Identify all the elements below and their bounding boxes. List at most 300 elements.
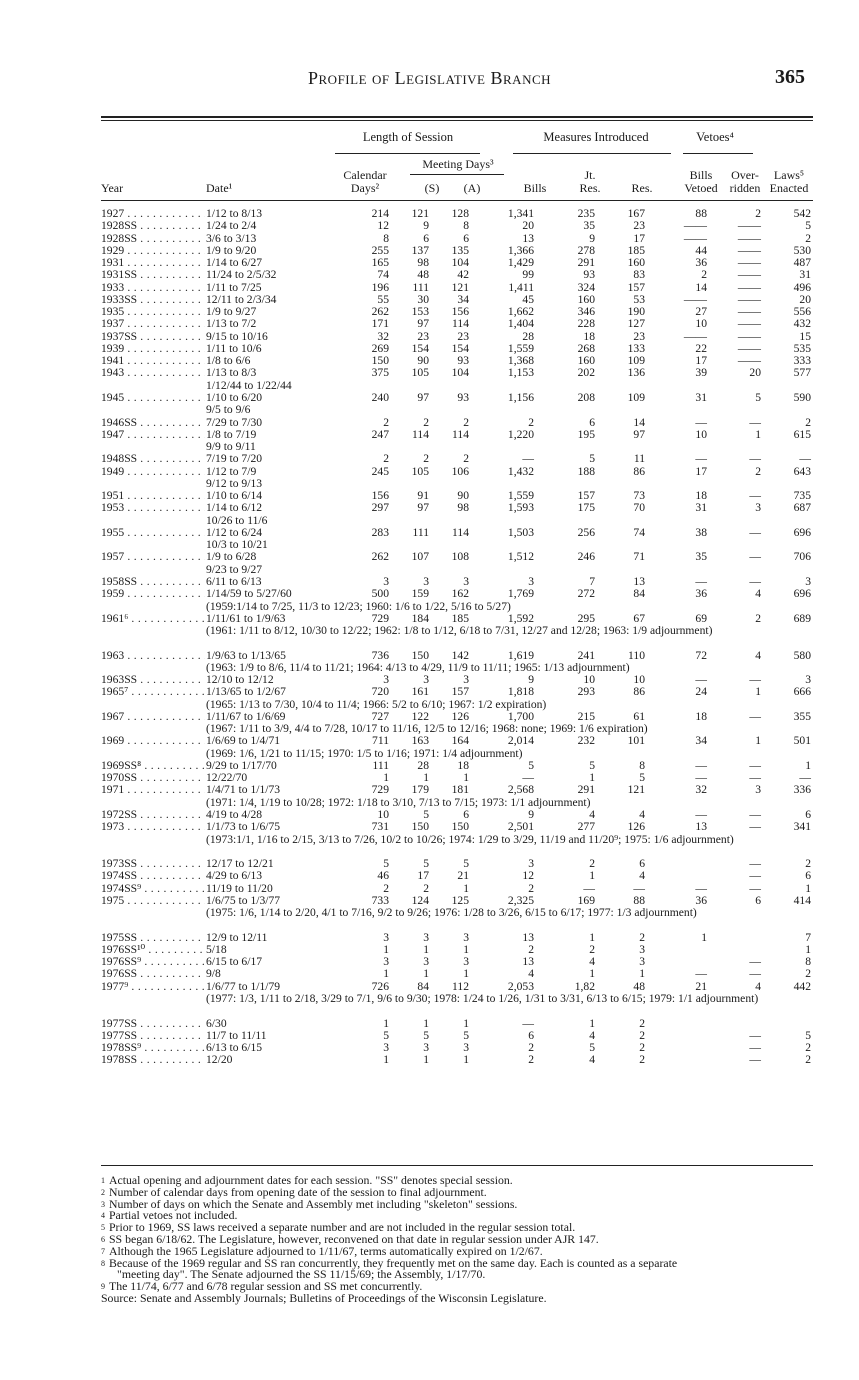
veto-cell: 18 bbox=[695, 489, 707, 503]
jt-cell: 1 bbox=[589, 930, 595, 944]
underline-measures bbox=[513, 153, 671, 154]
table-row bbox=[101, 233, 813, 245]
res-cell: 70 bbox=[633, 501, 645, 515]
a-cell: 156 bbox=[451, 305, 469, 319]
cal-cell: 729 bbox=[371, 783, 389, 797]
over-cell: 2 bbox=[755, 464, 761, 478]
year-cell: 1929 . . . bbox=[101, 245, 205, 257]
s-cell: 154 bbox=[411, 341, 429, 355]
bills-cell: 28 bbox=[522, 329, 534, 343]
laws-cell: 8 bbox=[805, 955, 811, 969]
bills-cell: 6 bbox=[528, 1028, 534, 1042]
jt-cell: 175 bbox=[577, 501, 595, 515]
date-cell: 1/8 to 7/19 bbox=[206, 427, 257, 441]
over-cell: — bbox=[749, 574, 761, 588]
a-cell: 1 bbox=[463, 967, 469, 981]
jt-cell: 2 bbox=[589, 857, 595, 871]
laws-cell: 6 bbox=[805, 808, 811, 822]
res-cell: 88 bbox=[633, 893, 645, 907]
table-row bbox=[101, 784, 813, 796]
bills-cell: 20 bbox=[522, 219, 534, 233]
s-cell: 3 bbox=[423, 955, 429, 969]
year-cell: 1951 . . . bbox=[101, 490, 205, 502]
year-cell: 1965⁷ . . . bbox=[101, 686, 205, 698]
veto-cell: — bbox=[695, 758, 707, 772]
s-cell: 153 bbox=[411, 305, 429, 319]
over-cell: — bbox=[749, 1028, 761, 1042]
bills-cell: 2 bbox=[528, 1053, 534, 1067]
s-cell: 161 bbox=[411, 685, 429, 699]
footnote-marker: 4 bbox=[101, 1211, 105, 1221]
bills-cell: — bbox=[522, 452, 534, 466]
date-cell: 1/11/61 to 1/9/63 bbox=[206, 611, 286, 625]
cal-cell: 262 bbox=[371, 550, 389, 564]
res-cell: 2 bbox=[639, 1053, 645, 1067]
bills-cell: 2,014 bbox=[507, 734, 534, 748]
date-cell: 1/9 to 9/27 bbox=[206, 305, 257, 319]
date-cell: 6/11 to 6/13 bbox=[206, 574, 262, 588]
group-length-of-session: Length of Session bbox=[362, 130, 454, 144]
jt-cell: 4 bbox=[589, 955, 595, 969]
bills-cell: 1,662 bbox=[507, 305, 534, 319]
laws-cell: 615 bbox=[793, 427, 811, 441]
table-row bbox=[101, 551, 813, 563]
res-cell: 3 bbox=[639, 955, 645, 969]
res-cell: 121 bbox=[627, 783, 645, 797]
s-cell: 105 bbox=[411, 366, 429, 380]
laws-cell: 530 bbox=[793, 243, 811, 257]
year-cell: 1972SS . . . bbox=[101, 809, 205, 821]
jt-cell: 241 bbox=[577, 648, 595, 662]
group-measures-introduced: Measures Introduced bbox=[543, 130, 649, 144]
s-cell: 97 bbox=[417, 501, 429, 515]
a-cell: 125 bbox=[451, 893, 469, 907]
veto-cell: 72 bbox=[695, 648, 707, 662]
table-row bbox=[101, 650, 813, 662]
table-body bbox=[101, 208, 813, 1067]
s-cell: 159 bbox=[411, 587, 429, 601]
jt-cell: 1 bbox=[589, 967, 595, 981]
laws-cell: 5 bbox=[805, 1028, 811, 1042]
session-dates-note: 9/12 to 9/13 bbox=[206, 476, 263, 490]
laws-cell: 1 bbox=[805, 942, 811, 956]
jt-cell: 1 bbox=[589, 869, 595, 883]
bills-cell: 3 bbox=[528, 857, 534, 871]
jt-cell: 295 bbox=[577, 611, 595, 625]
jt-cell: 277 bbox=[577, 820, 595, 834]
year-cell: 1933 . . . bbox=[101, 282, 205, 294]
s-cell: 97 bbox=[417, 390, 429, 404]
laws-cell: 3 bbox=[805, 673, 811, 687]
bills-cell: 1,593 bbox=[507, 501, 534, 515]
session-dates-note: 9/23 to 9/27 bbox=[206, 562, 263, 576]
date-cell: 1/4/71 to 1/1/73 bbox=[206, 783, 281, 797]
year-cell: 1969SS⁸ . . . bbox=[101, 760, 205, 772]
over-cell: 20 bbox=[749, 366, 761, 380]
date-cell: 9/29 to 1/17/70 bbox=[206, 758, 277, 772]
cal-cell: 214 bbox=[371, 207, 389, 220]
veto-cell: 36 bbox=[695, 256, 707, 270]
res-cell: 13 bbox=[633, 574, 645, 588]
table-row bbox=[101, 367, 813, 379]
cal-cell: 74 bbox=[377, 268, 389, 282]
cal-cell: 2 bbox=[383, 881, 389, 895]
a-cell: 2 bbox=[463, 415, 469, 429]
veto-cell: — bbox=[695, 415, 707, 429]
date-cell: 1/12 to 8/13 bbox=[206, 207, 263, 220]
jt-cell: 272 bbox=[577, 587, 595, 601]
laws-cell: 580 bbox=[793, 648, 811, 662]
session-dates-note: (1959:1/14 to 7/25, 11/3 to 12/23; 1960: 1/6 to 1/22, 5/16 to 5/27) bbox=[206, 599, 511, 613]
bills-cell: 13 bbox=[522, 231, 534, 245]
laws-cell: 643 bbox=[793, 464, 811, 478]
top-rule bbox=[101, 116, 813, 118]
cal-cell: 283 bbox=[371, 525, 389, 539]
laws-cell: 2 bbox=[805, 231, 811, 245]
laws-cell: 556 bbox=[793, 305, 811, 319]
a-cell: 21 bbox=[457, 869, 469, 883]
cal-cell: 46 bbox=[377, 869, 389, 883]
veto-cell: 10 bbox=[695, 427, 707, 441]
year-cell: 1941 . . . bbox=[101, 355, 205, 367]
year-cell: 1935 . . . bbox=[101, 306, 205, 318]
over-cell: —— bbox=[737, 317, 761, 331]
jt-cell: 215 bbox=[577, 709, 595, 723]
bills-cell: 1,220 bbox=[507, 427, 534, 441]
year-cell: 1927 . . . bbox=[101, 208, 205, 220]
jt-cell: 35 bbox=[583, 219, 595, 233]
cal-cell: 1 bbox=[383, 1053, 389, 1067]
s-cell: 137 bbox=[411, 243, 429, 257]
cal-cell: 247 bbox=[371, 427, 389, 441]
bills-cell: 1,156 bbox=[507, 390, 534, 404]
laws-cell: — bbox=[799, 452, 811, 466]
table-note-row bbox=[101, 601, 813, 613]
date-cell: 1/10 to 6/20 bbox=[206, 390, 263, 404]
col-laws-line1: Laws⁵ bbox=[773, 168, 805, 182]
laws-cell: 689 bbox=[793, 611, 811, 625]
year-cell: 1931 . . . bbox=[101, 257, 205, 269]
date-cell: 6/13 to 6/15 bbox=[206, 1041, 263, 1055]
laws-cell: 535 bbox=[793, 341, 811, 355]
res-cell: 110 bbox=[628, 648, 645, 662]
year-cell: 1974SS . . . bbox=[101, 870, 205, 882]
year-cell: 1975 . . . bbox=[101, 895, 205, 907]
date-cell: 1/13 to 8/3 bbox=[206, 366, 257, 380]
footnote-text: The 11/74, 6/77 and 6/78 regular session and SS met concurrently. bbox=[109, 1279, 423, 1294]
jt-cell: 278 bbox=[577, 243, 595, 257]
jt-cell: 169 bbox=[577, 893, 595, 907]
footnote-text: "meeting day". The Senate adjourned the SS 11/15/69; the Assembly, 1/17/70. bbox=[117, 1267, 486, 1282]
res-cell: 86 bbox=[633, 464, 645, 478]
res-cell: 4 bbox=[639, 869, 645, 883]
cal-cell: 1 bbox=[383, 942, 389, 956]
res-cell: 167 bbox=[627, 207, 645, 220]
cal-cell: 196 bbox=[371, 280, 389, 294]
footnote-marker: 5 bbox=[101, 1223, 105, 1233]
veto-cell: 13 bbox=[695, 820, 707, 834]
over-cell: — bbox=[749, 881, 761, 895]
laws-cell: 20 bbox=[799, 292, 811, 306]
col-jt-line2: Res. bbox=[579, 181, 601, 195]
footnote-text: SS began 6/18/62. The Legislature, however, reconvened on that date in regular session under AJR 147. bbox=[109, 1231, 599, 1246]
laws-cell: 487 bbox=[793, 256, 811, 270]
date-cell: 1/1/73 to 1/6/75 bbox=[206, 820, 281, 834]
date-cell: 3/6 to 3/13 bbox=[206, 231, 257, 245]
over-cell: —— bbox=[737, 219, 761, 233]
res-cell: 74 bbox=[633, 525, 645, 539]
cal-cell: 500 bbox=[371, 587, 389, 601]
cal-cell: 269 bbox=[371, 341, 389, 355]
table-note-row bbox=[101, 993, 813, 1018]
bills-cell: 2,325 bbox=[507, 893, 534, 907]
bills-cell: 1,366 bbox=[507, 243, 534, 257]
cal-cell: 3 bbox=[383, 955, 389, 969]
over-cell: — bbox=[749, 808, 761, 822]
s-cell: 5 bbox=[423, 857, 429, 871]
cal-cell: 55 bbox=[377, 292, 389, 306]
veto-cell: 88 bbox=[695, 207, 707, 220]
s-cell: 3 bbox=[423, 1041, 429, 1055]
footnote-text: Number of calendar days from opening date of the session to final adjournment. bbox=[109, 1184, 487, 1199]
over-cell: — bbox=[749, 1053, 761, 1067]
over-cell: —— bbox=[737, 243, 761, 257]
year-cell: 1955 . . . bbox=[101, 527, 205, 539]
res-cell: 2 bbox=[639, 1016, 645, 1030]
year-cell: 1976SS¹⁰ . . . bbox=[101, 944, 205, 956]
veto-cell: 31 bbox=[695, 501, 707, 515]
res-cell: 8 bbox=[639, 758, 645, 772]
date-cell: 6/15 to 6/17 bbox=[206, 955, 263, 969]
a-cell: 5 bbox=[463, 857, 469, 871]
date-cell: 1/6/69 to 1/4/71 bbox=[206, 734, 281, 748]
over-cell: 3 bbox=[755, 783, 761, 797]
header-rule bbox=[101, 200, 813, 201]
cal-cell: 2 bbox=[383, 452, 389, 466]
footnote-text: Actual opening and adjournment dates for each session. "SS" denotes special session. bbox=[109, 1173, 513, 1187]
table-row bbox=[101, 735, 813, 747]
year-cell: 1969 . . . bbox=[101, 735, 205, 747]
over-cell: 3 bbox=[755, 501, 761, 515]
jt-cell: 93 bbox=[583, 268, 595, 282]
s-cell: 184 bbox=[411, 611, 429, 625]
date-cell: 7/19 to 7/20 bbox=[206, 452, 263, 466]
a-cell: 114 bbox=[452, 317, 469, 331]
bills-cell: — bbox=[522, 1016, 534, 1030]
year-cell: 1973 . . . bbox=[101, 821, 205, 833]
jt-cell: 346 bbox=[577, 305, 595, 319]
year-cell: 1970SS . . . bbox=[101, 772, 205, 784]
cal-cell: 711 bbox=[372, 734, 389, 748]
laws-cell: 336 bbox=[793, 783, 811, 797]
table-row bbox=[101, 821, 813, 833]
s-cell: 3 bbox=[423, 930, 429, 944]
over-cell: —— bbox=[737, 231, 761, 245]
year-cell: 1975SS . . . bbox=[101, 932, 205, 944]
s-cell: 1 bbox=[423, 967, 429, 981]
jt-cell: 5 bbox=[589, 452, 595, 466]
session-dates-note: (1971: 1/4, 1/19 to 10/28; 1972: 1/18 to 3/10, 7/13 to 7/15; 1973: 1/1 adjournment) bbox=[206, 795, 591, 809]
footnote-marker: 8 bbox=[101, 1258, 105, 1268]
veto-cell: 44 bbox=[695, 243, 707, 257]
s-cell: 1 bbox=[423, 771, 429, 785]
col-calendar-line1: Calendar bbox=[343, 168, 387, 182]
s-cell: 84 bbox=[417, 979, 429, 993]
res-cell: 97 bbox=[633, 427, 645, 441]
a-cell: 5 bbox=[463, 1028, 469, 1042]
date-cell: 4/29 to 6/13 bbox=[206, 869, 263, 883]
s-cell: 6 bbox=[423, 231, 429, 245]
date-cell: 9/15 to 10/16 bbox=[206, 329, 268, 343]
year-cell: 1978SS⁹ . . . bbox=[101, 1042, 205, 1054]
footnote-text: Partial vetoes not included. bbox=[109, 1208, 238, 1223]
over-cell: —— bbox=[737, 256, 761, 270]
date-cell: 12/22/70 bbox=[206, 771, 248, 785]
a-cell: 112 bbox=[452, 979, 469, 993]
bills-cell: 4 bbox=[528, 967, 534, 981]
s-cell: 5 bbox=[423, 808, 429, 822]
jt-cell: — bbox=[583, 881, 595, 895]
bills-cell: 1,503 bbox=[507, 525, 534, 539]
a-cell: 3 bbox=[463, 673, 469, 687]
a-cell: 1 bbox=[463, 1053, 469, 1067]
date-cell: 1/24 to 2/4 bbox=[206, 219, 257, 233]
veto-cell: 36 bbox=[695, 893, 707, 907]
res-cell: 157 bbox=[627, 280, 645, 294]
year-cell: 1937SS . . . bbox=[101, 331, 205, 343]
cal-cell: 171 bbox=[371, 317, 389, 331]
veto-cell: 2 bbox=[701, 268, 707, 282]
res-cell: 10 bbox=[633, 673, 645, 687]
session-dates-note: 1/12/44 to 1/22/44 bbox=[206, 378, 292, 392]
s-cell: 5 bbox=[423, 1028, 429, 1042]
jt-cell: 160 bbox=[577, 292, 595, 306]
veto-cell: 10 bbox=[695, 317, 707, 331]
footnote-text: Because of the 1969 regular and SS ran concurrently, they frequently met on the same day. Each is counted as a separate bbox=[109, 1255, 678, 1270]
bills-cell: 1,559 bbox=[507, 341, 534, 355]
laws-cell: 2 bbox=[805, 1053, 811, 1067]
over-cell: — bbox=[749, 525, 761, 539]
veto-cell: —— bbox=[683, 219, 707, 233]
veto-cell: 17 bbox=[695, 464, 707, 478]
year-cell: 1977⁹ . . . bbox=[101, 981, 205, 993]
year-cell: 1977SS . . . bbox=[101, 1018, 205, 1030]
s-cell: 124 bbox=[411, 893, 429, 907]
laws-cell: 706 bbox=[793, 550, 811, 564]
year-cell: 1948SS . . . bbox=[101, 453, 205, 465]
res-cell: 11 bbox=[633, 452, 645, 466]
veto-cell: 18 bbox=[695, 709, 707, 723]
veto-cell: — bbox=[695, 673, 707, 687]
over-cell: 1 bbox=[755, 734, 761, 748]
over-cell: — bbox=[749, 550, 761, 564]
jt-cell: 5 bbox=[589, 1041, 595, 1055]
a-cell: 93 bbox=[457, 354, 469, 368]
bills-cell: 1,341 bbox=[507, 207, 534, 220]
s-cell: 2 bbox=[423, 415, 429, 429]
table-row bbox=[101, 1054, 813, 1066]
cal-cell: 10 bbox=[377, 808, 389, 822]
laws-cell: 735 bbox=[793, 489, 811, 503]
jt-cell: 2 bbox=[589, 942, 595, 956]
bills-cell: 9 bbox=[528, 673, 534, 687]
jt-cell: 160 bbox=[577, 354, 595, 368]
laws-cell: 2 bbox=[805, 1041, 811, 1055]
year-cell: 1976SS⁹ . . . bbox=[101, 956, 205, 968]
res-cell: 83 bbox=[633, 268, 645, 282]
session-dates-note: (1963: 1/9 to 8/6, 11/4 to 11/21; 1964: 4/13 to 4/29, 11/9 to 11/11; 1965: 1/13 adjournment) bbox=[206, 660, 630, 674]
col-assembly: (A) bbox=[463, 181, 481, 195]
laws-cell: 414 bbox=[793, 893, 811, 907]
laws-cell: 333 bbox=[793, 354, 811, 368]
year-cell: 1933SS . . . bbox=[101, 294, 205, 306]
laws-cell: 341 bbox=[793, 820, 811, 834]
cal-cell: 726 bbox=[371, 979, 389, 993]
year-cell: 1963SS . . . bbox=[101, 674, 205, 686]
s-cell: 1 bbox=[423, 1053, 429, 1067]
footnote-marker: 7 bbox=[101, 1246, 105, 1256]
year-cell: 1958SS . . . bbox=[101, 576, 205, 588]
a-cell: 128 bbox=[451, 207, 469, 220]
footnote-text: Although the 1965 Legislature adjourned to 1/11/67, terms automatically expired on 1/2/67. bbox=[109, 1243, 543, 1258]
res-cell: 61 bbox=[633, 709, 645, 723]
s-cell: 150 bbox=[411, 648, 429, 662]
res-cell: 14 bbox=[633, 415, 645, 429]
session-dates-note: (1967: 1/11 to 3/9, 4/4 to 7/28, 10/17 to 11/16, 12/5 to 12/16; 1968: none; 1969: 1/6 expiration) bbox=[206, 722, 648, 736]
over-cell: 4 bbox=[755, 587, 761, 601]
underline-vetoes bbox=[683, 153, 753, 154]
res-cell: 2 bbox=[639, 1041, 645, 1055]
a-cell: 135 bbox=[451, 243, 469, 257]
col-jt-line1: Jt. bbox=[584, 168, 596, 182]
date-cell: 6/30 bbox=[206, 1016, 227, 1030]
bills-cell: 2 bbox=[528, 942, 534, 956]
over-cell: — bbox=[749, 452, 761, 466]
s-cell: 3 bbox=[423, 673, 429, 687]
date-cell: 1/9/63 to 1/13/65 bbox=[206, 648, 286, 662]
cal-cell: 111 bbox=[372, 758, 389, 772]
over-cell: 1 bbox=[755, 685, 761, 699]
s-cell: 179 bbox=[411, 783, 429, 797]
cal-cell: 1 bbox=[383, 967, 389, 981]
laws-cell: 3 bbox=[805, 574, 811, 588]
table-row bbox=[101, 870, 813, 882]
session-dates-note: (1975: 1/6, 1/14 to 2/20, 4/1 to 7/16, 9/2 to 9/26; 1976: 1/28 to 3/26, 6/15 to 6/17; 1977: 1/3 adjournment) bbox=[206, 906, 697, 920]
cal-cell: 727 bbox=[371, 709, 389, 723]
over-cell: — bbox=[749, 820, 761, 834]
cal-cell: 375 bbox=[371, 366, 389, 380]
date-cell: 1/13 to 7/2 bbox=[206, 317, 257, 331]
year-cell: 1937 . . . bbox=[101, 318, 205, 330]
res-cell: 2 bbox=[639, 930, 645, 944]
laws-cell: 5 bbox=[805, 219, 811, 233]
a-cell: 114 bbox=[452, 427, 469, 441]
year-cell: 1974SS⁹ . . . bbox=[101, 883, 205, 895]
date-cell: 12/17 to 12/21 bbox=[206, 857, 274, 871]
bills-cell: 3 bbox=[528, 574, 534, 588]
over-cell: — bbox=[749, 709, 761, 723]
bills-cell: 5 bbox=[528, 758, 534, 772]
jt-cell: 18 bbox=[583, 329, 595, 343]
over-cell: 4 bbox=[755, 979, 761, 993]
res-cell: 73 bbox=[633, 489, 645, 503]
a-cell: 2 bbox=[463, 452, 469, 466]
bills-cell: 1,592 bbox=[507, 611, 534, 625]
s-cell: 97 bbox=[417, 317, 429, 331]
date-cell: 1/13/65 to 1/2/67 bbox=[206, 685, 286, 699]
footnote-marker: 3 bbox=[101, 1199, 105, 1209]
cal-cell: 736 bbox=[371, 648, 389, 662]
